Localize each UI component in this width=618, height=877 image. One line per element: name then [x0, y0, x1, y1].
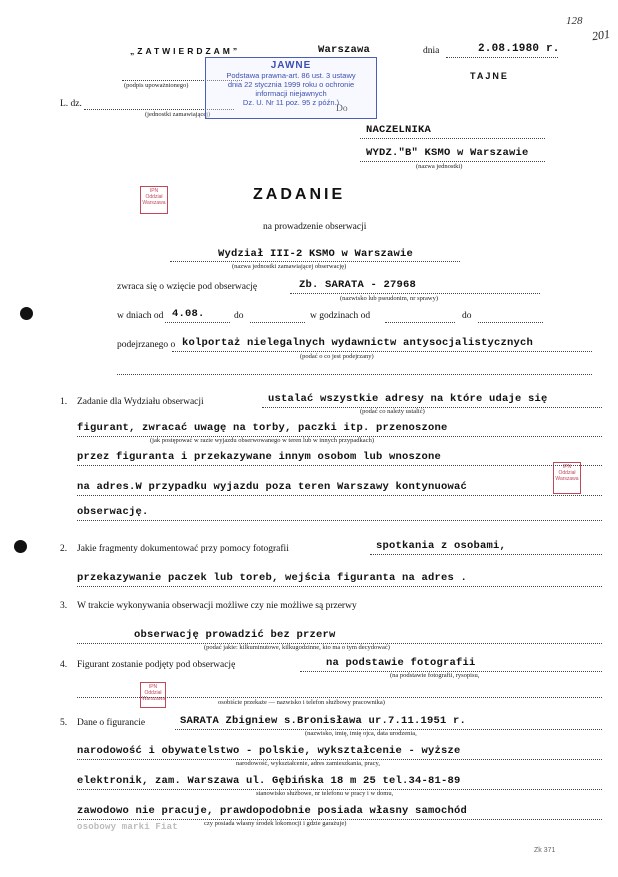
item-1-rule-1 — [262, 407, 602, 408]
item-5-faint-line: osobowy marki Fiat — [77, 822, 178, 832]
requesting-unit: Wydział III-2 KSMO w Warszawie — [218, 248, 414, 260]
item-5-line-3: elektronik, zam. Warszawa ul. Gębińska 18 m 25 tel.34-81-89 — [77, 775, 461, 787]
item-1-line-5: obserwację. — [77, 506, 149, 518]
item-4-value: na podstawie fotografii — [326, 657, 476, 669]
date-value: 2.08.1980 r. — [478, 43, 560, 55]
item-2-rule-2 — [77, 586, 602, 587]
item-2-rule-1 — [370, 554, 602, 555]
recipient-line-2-rule — [360, 161, 545, 162]
item-3-line-1: obserwację prowadzić bez przerw — [134, 629, 336, 641]
page-number-b: 201 — [591, 26, 611, 44]
item-5-line-1: SARATA Zbigniew s.Bronisława ur.7.11.1951 r. — [180, 715, 467, 727]
stamp-line-2: dnia 22 stycznia 1999 roku o ochronie — [227, 80, 355, 89]
days-from-line — [165, 322, 230, 323]
secret-label: TAJNE — [470, 71, 509, 81]
codename-caption: (nazwisko lub pseudonim, nr sprawy) — [340, 295, 439, 302]
days-to-line — [250, 322, 305, 323]
stamp-line-4: Dz. U. Nr 11 poz. 95 z późn.) — [242, 98, 340, 107]
stamp-line-3: informacji niejawnych — [255, 89, 327, 98]
recipient-caption: (nazwa jednostki) — [416, 163, 463, 170]
item-3-number: 3. — [60, 601, 68, 611]
declassification-stamp — [205, 57, 377, 119]
item-1-line-3: przez figuranta i przekazywane innym osobom lub wnoszone — [77, 451, 442, 463]
item-5-caption-4: czy posiada własny środek lokomocji i gdzie garażuje) — [204, 820, 347, 827]
item-3-caption: (podać jakie: kilkuminutowe, kilkugodzinne, kto ma o tym decydować) — [204, 644, 390, 651]
ldz-label: L. dz. — [60, 99, 82, 109]
item-2-label: Jakie fragmenty dokumentować przy pomocy fotografii — [77, 544, 289, 554]
approve-heading: „ZATWIERDZAM” — [130, 46, 241, 56]
requesting-unit-line — [170, 261, 460, 262]
punch-hole-bottom — [14, 540, 27, 553]
ipn-stamp-3: IPN Oddział Warszawa — [140, 682, 166, 708]
codename-value: Zb. SARATA - 27968 — [299, 279, 417, 291]
recipient-line-2: WYDZ."B" KSMO w Warszawie — [366, 147, 529, 159]
item-4-number: 4. — [60, 660, 68, 670]
days-label: w dniach od — [117, 311, 164, 321]
document-title: ZADANIE — [253, 186, 346, 203]
suspect-label: podejrzanego o — [117, 340, 176, 350]
date-line — [446, 57, 558, 58]
document-subtitle: na prowadzenie obserwacji — [263, 222, 367, 232]
suspect-line-2 — [117, 374, 592, 375]
item-1-number: 1. — [60, 397, 68, 407]
stamp-title: JAWNE — [270, 60, 312, 71]
hours-from-line — [385, 322, 455, 323]
item-2-line-2: przekazywanie paczek lub toreb, wejścia figuranta na adres . — [77, 572, 468, 584]
item-1-line-2: figurant, zwracać uwagę na torby, paczki itp. przenoszone — [77, 422, 448, 434]
suspect-value: kolportaż nielegalnych wydawnictw antysocjalistycznych — [182, 337, 534, 349]
item-5-number: 5. — [60, 718, 68, 728]
hours-label: w godzinach od — [310, 311, 371, 321]
requesting-unit-caption: (nazwa jednostki zamawiającej obserwację) — [232, 263, 347, 270]
punch-hole-top — [20, 307, 33, 320]
item-5-line-2: narodowość i obywatelstwo - polskie, wykształcenie - wyższe — [77, 745, 461, 757]
item-5-line-4: zawodowo nie pracuje, prawdopodobnie posiada własny samochód — [77, 805, 468, 817]
item-5-caption-1: (nazwisko, imię, imię ojca, data urodzenia, — [305, 730, 417, 737]
page-number-a: 128 — [566, 15, 583, 27]
item-5-caption-2: narodowość, wykształcenie, adres zamieszkania, pracy, — [236, 760, 380, 767]
days-from: 4.08. — [172, 308, 205, 320]
item-2-number: 2. — [60, 544, 68, 554]
item-5-caption-3: stanowisko służbowe, nr telefonu w pracy i w domu, — [256, 790, 394, 797]
suspect-caption: (podać o co jest podejrzany) — [300, 353, 374, 360]
ipn-stamp-2: IPN Oddział Warszawa — [553, 462, 581, 494]
do-label: Do — [336, 104, 348, 114]
item-1-caption-1: (podać co należy ustalić) — [360, 408, 425, 415]
item-4-caption-1: (na podstawie fotografii, rysopisu, — [390, 672, 480, 679]
codename-line — [290, 293, 540, 294]
recipient-line-1: NACZELNIKA — [366, 124, 432, 136]
hours-to-label: do — [462, 311, 472, 321]
ipn-stamp-1: IPN Oddział Warszawa — [140, 186, 168, 214]
item-4-rule-2 — [77, 697, 602, 698]
hours-to-line — [478, 322, 543, 323]
item-1-label: Zadanie dla Wydziału obserwacji — [77, 397, 204, 407]
days-to-label: do — [234, 311, 244, 321]
unit-caption: (jednostki zamawiającej) — [145, 111, 211, 118]
item-3-label: W trakcie wykonywania obserwacji możliwe czy nie możliwe są przerwy — [77, 601, 357, 611]
form-code: Zk 371 — [534, 847, 556, 854]
item-1-rule-4 — [77, 495, 602, 496]
suspect-line — [172, 351, 592, 352]
recipient-line-1-rule — [360, 138, 545, 139]
item-1-line-1: ustalać wszystkie adresy na które udaje się — [268, 393, 548, 405]
item-1-line-4: na adres.W przypadku wyjazdu poza teren Warszawy kontynuować — [77, 481, 468, 493]
item-4-caption-2: osobiście przekaże — nazwisko i telefon służbowy pracownika) — [218, 699, 385, 706]
stamp-line-1: Podstawa prawna-art. 86 ust. 3 ustawy — [226, 71, 356, 80]
item-4-label: Figurant zostanie podjęty pod obserwację — [77, 660, 236, 670]
request-label: zwraca się o wzięcie pod obserwację — [117, 282, 258, 292]
sign-caption: (podpis upoważnionego) — [124, 82, 189, 89]
item-2-line-1: spotkania z osobami, — [376, 540, 507, 552]
item-1-rule-5 — [77, 520, 602, 521]
item-5-label: Dane o figurancie — [77, 718, 146, 728]
day-label: dnia — [423, 46, 440, 56]
item-1-caption-2: (jak postępować w razie wyjazdu obserwowanego w teren lub w innych przypadkach) — [150, 437, 374, 444]
city: Warszawa — [318, 44, 371, 56]
item-1-rule-3 — [77, 465, 602, 466]
